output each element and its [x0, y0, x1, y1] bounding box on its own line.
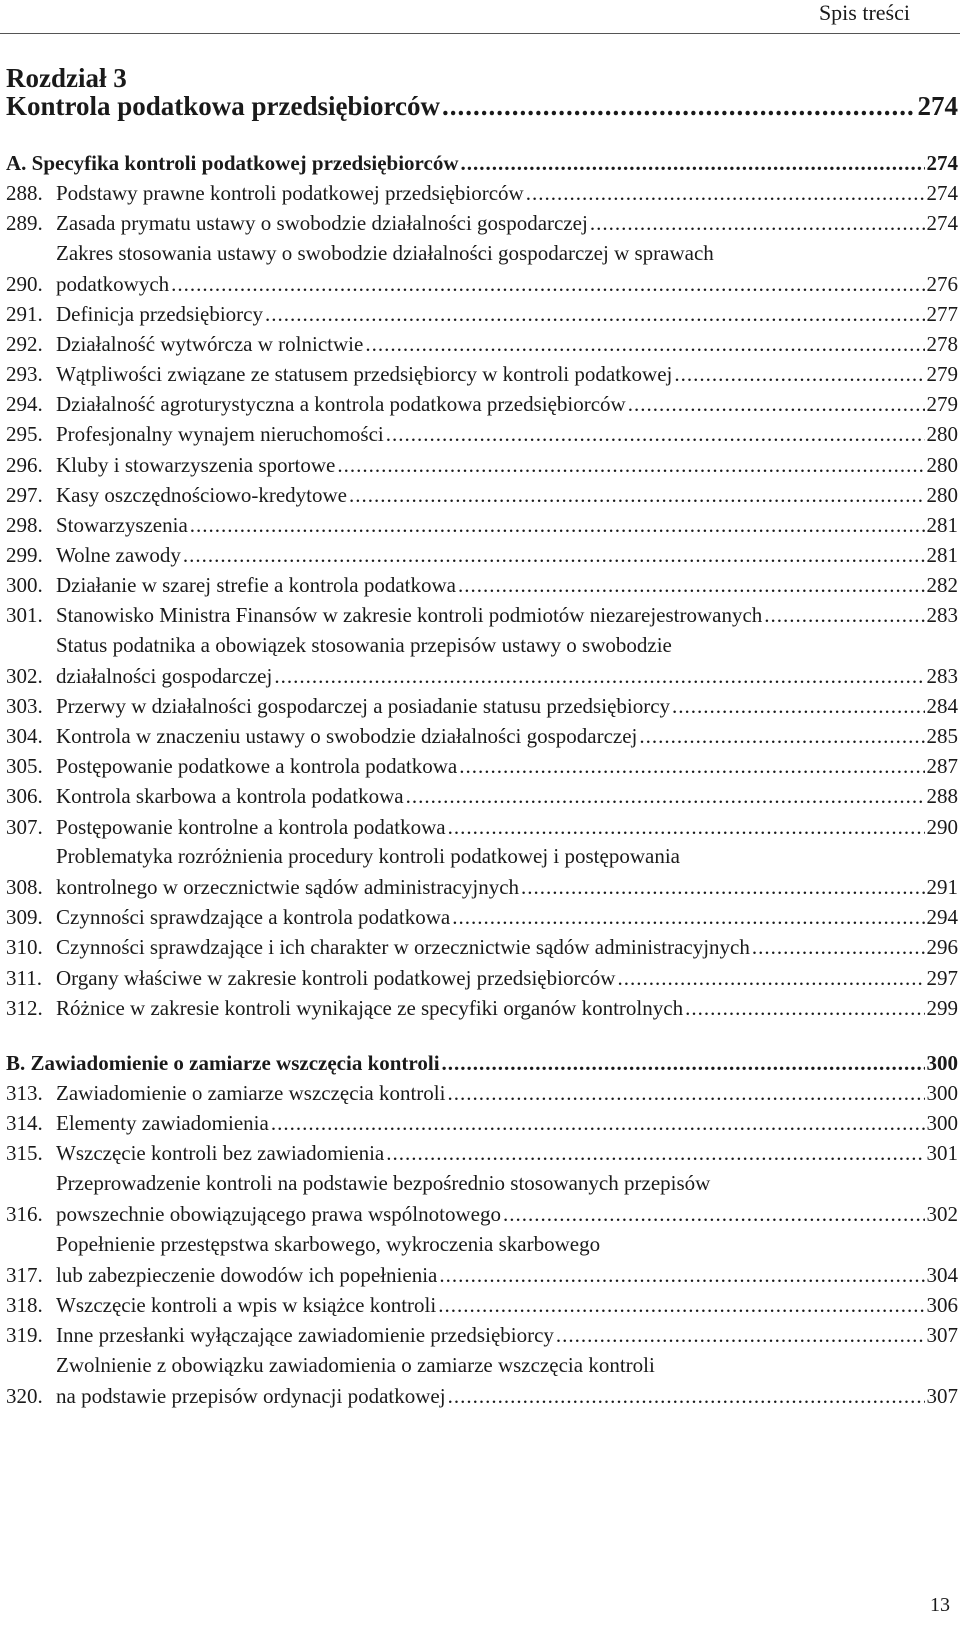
entry-text: Działanie w szarej strefie a kontrola podatkowa: [56, 573, 456, 597]
leader-dots: [386, 1140, 924, 1166]
entry-text: Kontrola w znaczeniu ustawy o swobodzie działalności gospodarczej: [56, 724, 638, 748]
entry-text: lub zabezpieczenie dowodów ich popełnienia: [56, 1263, 438, 1287]
entry-text: Kasy oszczędnościowo-kredytowe: [56, 483, 347, 507]
page-ref: 284: [926, 694, 958, 718]
entry-number: 315.: [6, 1141, 43, 1165]
entry-number: 297.: [6, 483, 43, 507]
entry-line: [56, 663, 958, 689]
page-ref: 280: [926, 422, 958, 446]
entry-text: Organy właściwe w zakresie kontroli podatkowej przedsiębiorców: [56, 966, 616, 990]
leader-dots: [521, 874, 924, 900]
entry-number: 316.: [6, 1202, 43, 1226]
header-rule: [0, 33, 960, 34]
entry-number: 307.: [6, 815, 43, 839]
leader-dots: [183, 542, 925, 568]
entry-line: [56, 814, 958, 840]
page-ref: 297: [926, 966, 958, 990]
page-ref: 279: [926, 362, 958, 386]
entry-line: [56, 1080, 958, 1106]
page-ref: 296: [926, 935, 958, 959]
leader-dots: [271, 1110, 925, 1136]
entry-number: 288.: [6, 181, 43, 205]
entry-text: działalności gospodarczej: [56, 664, 273, 688]
entry-text: Profesjonalny wynajem nieruchomości: [56, 422, 384, 446]
entry-number: 312.: [6, 996, 43, 1020]
leader-dots: [274, 663, 924, 689]
entry-number: 295.: [6, 422, 43, 446]
entry-number: 302.: [6, 664, 43, 688]
page-ref: 280: [926, 483, 958, 507]
entry-line: [56, 1383, 958, 1409]
page-ref: 274: [917, 91, 958, 121]
page-ref: 281: [926, 513, 958, 537]
entry-line: [56, 301, 958, 327]
leader-dots: [386, 421, 925, 447]
entry-text: na podstawie przepisów ordynacji podatkowej: [56, 1384, 446, 1408]
page-ref: 300: [926, 1111, 958, 1135]
entry-text: Czynności sprawdzające i ich charakter w orzecznictwie sądów administracyjnych: [56, 935, 750, 959]
entry-number: 309.: [6, 905, 43, 929]
entry-text: Przerwy w działalności gospodarczej a posiadanie statusu przedsiębiorcy: [56, 694, 671, 718]
page-ref: 274: [926, 151, 958, 175]
page-ref: 285: [926, 724, 958, 748]
section-title: A. Specyfika kontroli podatkowej przedsiębiorców: [6, 151, 459, 175]
leader-dots: [639, 723, 924, 749]
section-line: [6, 1050, 958, 1076]
entry-number: 306.: [6, 784, 43, 808]
entry-line: [56, 452, 958, 478]
page-ref: 291: [926, 875, 958, 899]
chapter-title: Kontrola podatkowa przedsiębiorców: [6, 91, 441, 121]
page-ref: 277: [926, 302, 958, 326]
entry-number: 313.: [6, 1081, 43, 1105]
entry-text: Zasada prymatu ustawy o swobodzie działalności gospodarczej: [56, 211, 588, 235]
leader-dots: [459, 753, 924, 779]
leader-dots: [526, 180, 925, 206]
page-ref: 281: [926, 543, 958, 567]
leader-dots: [556, 1322, 925, 1348]
page-ref: 278: [926, 332, 958, 356]
page-ref: 274: [926, 211, 958, 235]
entry-line: [56, 1201, 958, 1227]
entry-number: 319.: [6, 1323, 43, 1347]
entry-text: Działalność agroturystyczna a kontrola podatkowa przedsiębiorców: [56, 392, 626, 416]
entry-number: 310.: [6, 935, 43, 959]
entry-number: 320.: [6, 1384, 43, 1408]
entry-text: Stowarzyszenia: [56, 513, 188, 537]
page-ref: 299: [926, 996, 958, 1020]
entry-text: Działalność wytwórcza w rolnictwie: [56, 332, 364, 356]
page-ref: 307: [926, 1384, 958, 1408]
leader-dots: [438, 1292, 924, 1318]
page-ref: 287: [926, 754, 958, 778]
entry-text-first-line: Przeprowadzenie kontroli na podstawie bezpośrednio stosowanych przepisów: [56, 1171, 711, 1195]
leader-dots: [674, 361, 924, 387]
page-ref: 280: [926, 453, 958, 477]
leader-dots: [503, 1201, 925, 1227]
chapter-number: Rozdział 3: [6, 63, 127, 93]
entry-number: 294.: [6, 392, 43, 416]
leader-dots: [442, 1050, 925, 1076]
entry-line: [56, 271, 958, 297]
entry-text-first-line: Zwolnienie z obowiązku zawiadomienia o zamiarze wszczęcia kontroli: [56, 1353, 655, 1377]
section-title: B. Zawiadomienie o zamiarze wszczęcia kontroli: [6, 1051, 440, 1075]
entry-line: [56, 482, 958, 508]
page-ref: 288: [926, 784, 958, 808]
leader-dots: [265, 301, 925, 327]
entry-line: [56, 180, 958, 206]
entry-text: Postępowanie podatkowe a kontrola podatkowa: [56, 754, 458, 778]
entry-line: [56, 1322, 958, 1348]
page-ref: 294: [926, 905, 958, 929]
leader-dots: [442, 90, 915, 122]
leader-dots: [447, 1080, 924, 1106]
entry-text-first-line: Problematyka rozróżnienia procedury kontroli podatkowej i postępowania: [56, 844, 680, 868]
entry-text-first-line: Popełnienie przestępstwa skarbowego, wykroczenia skarbowego: [56, 1232, 601, 1256]
entry-line: [56, 1110, 958, 1136]
entry-number: 293.: [6, 362, 43, 386]
entry-line: [56, 783, 958, 809]
entry-number: 300.: [6, 573, 43, 597]
leader-dots: [617, 965, 924, 991]
entry-number: 296.: [6, 453, 43, 477]
entry-line: [56, 753, 958, 779]
entry-text: Definicja przedsiębiorcy: [56, 302, 263, 326]
leader-dots: [439, 1262, 924, 1288]
entry-text: Wolne zawody: [56, 543, 181, 567]
leader-dots: [460, 150, 924, 176]
page-ref: 304: [926, 1263, 958, 1287]
entry-number: 308.: [6, 875, 43, 899]
entry-number: 304.: [6, 724, 43, 748]
entry-text: Postępowanie kontrolne a kontrola podatkowa: [56, 815, 446, 839]
entry-line: [56, 723, 958, 749]
entry-line: [56, 1292, 958, 1318]
entry-line: [56, 874, 958, 900]
page-ref: 274: [926, 181, 958, 205]
entry-text: Kontrola skarbowa a kontrola podatkowa: [56, 784, 404, 808]
entry-line: [56, 391, 958, 417]
entry-line: [56, 331, 958, 357]
entry-text: podatkowych: [56, 272, 170, 296]
entry-number: 305.: [6, 754, 43, 778]
entry-line: [56, 361, 958, 387]
entry-text: Podstawy prawne kontroli podatkowej przedsiębiorców: [56, 181, 524, 205]
entry-line: [56, 421, 958, 447]
page-ref: 283: [926, 664, 958, 688]
entry-text: Zawiadomienie o zamiarze wszczęcia kontroli: [56, 1081, 446, 1105]
entry-number: 303.: [6, 694, 43, 718]
entry-text: Wszczęcie kontroli bez zawiadomienia: [56, 1141, 385, 1165]
leader-dots: [406, 783, 925, 809]
leader-dots: [349, 482, 925, 508]
leader-dots: [365, 331, 924, 357]
entry-text-first-line: Zakres stosowania ustawy o swobodzie działalności gospodarczej w sprawach: [56, 241, 714, 265]
leader-dots: [448, 814, 925, 840]
running-head: Spis treści: [818, 0, 910, 25]
leader-dots: [685, 995, 924, 1021]
leader-dots: [452, 904, 924, 930]
page-ref: 302: [926, 1202, 958, 1226]
entry-number: 301.: [6, 603, 43, 627]
entry-text: Różnice w zakresie kontroli wynikające ze specyfiki organów kontrolnych: [56, 996, 684, 1020]
leader-dots: [590, 210, 925, 236]
entry-number: 298.: [6, 513, 43, 537]
entry-text: Stanowisko Ministra Finansów w zakresie kontroli podmiotów niezarejestrowanych: [56, 603, 763, 627]
entry-number: 290.: [6, 272, 43, 296]
section-line: [6, 150, 958, 176]
entry-number: 318.: [6, 1293, 43, 1317]
entry-line: [56, 602, 958, 628]
entry-number: 317.: [6, 1263, 43, 1287]
entry-text: Elementy zawiadomienia: [56, 1111, 269, 1135]
page-ref: 282: [926, 573, 958, 597]
entry-text: Wszczęcie kontroli a wpis w książce kontroli: [56, 1293, 437, 1317]
leader-dots: [458, 572, 925, 598]
page-ref: 290: [926, 815, 958, 839]
leader-dots: [337, 452, 924, 478]
page-ref: 306: [926, 1293, 958, 1317]
entry-line: [56, 542, 958, 568]
page-ref: 300: [926, 1081, 958, 1105]
leader-dots: [448, 1383, 925, 1409]
leader-dots: [190, 512, 925, 538]
entry-text-first-line: Status podatnika a obowiązek stosowania przepisów ustawy o swobodzie: [56, 633, 672, 657]
page-number: 13: [930, 1594, 950, 1616]
page-ref: 307: [926, 1323, 958, 1347]
entry-number: 289.: [6, 211, 43, 235]
entry-line: [56, 1140, 958, 1166]
entry-line: [56, 904, 958, 930]
entry-line: [56, 1262, 958, 1288]
entry-line: [56, 210, 958, 236]
entry-text: kontrolnego w orzecznictwie sądów administracyjnych: [56, 875, 520, 899]
entry-number: 314.: [6, 1111, 43, 1135]
entry-text: Inne przesłanki wyłączające zawiadomienie przedsiębiorcy: [56, 1323, 554, 1347]
leader-dots: [672, 693, 924, 719]
entry-text: Wątpliwości związane ze statusem przedsiębiorcy w kontroli podatkowej: [56, 362, 673, 386]
leader-dots: [764, 602, 924, 628]
entry-number: 299.: [6, 543, 43, 567]
entry-line: [56, 512, 958, 538]
page-ref: 301: [926, 1141, 958, 1165]
page-ref: 283: [926, 603, 958, 627]
page-ref: 276: [926, 272, 958, 296]
leader-dots: [752, 934, 925, 960]
entry-line: [56, 693, 958, 719]
page-ref: 279: [926, 392, 958, 416]
entry-number: 311.: [6, 966, 42, 990]
entry-number: 291.: [6, 302, 43, 326]
page-ref: 300: [926, 1051, 958, 1075]
entry-number: 292.: [6, 332, 43, 356]
entry-text: Czynności sprawdzające a kontrola podatkowa: [56, 905, 451, 929]
leader-dots: [171, 271, 924, 297]
entry-line: [56, 995, 958, 1021]
entry-line: [56, 572, 958, 598]
entry-text: powszechnie obowiązującego prawa wspólnotowego: [56, 1202, 501, 1226]
entry-text: Kluby i stowarzyszenia sportowe: [56, 453, 336, 477]
leader-dots: [628, 391, 925, 417]
entry-line: [56, 965, 958, 991]
entry-line: [56, 934, 958, 960]
